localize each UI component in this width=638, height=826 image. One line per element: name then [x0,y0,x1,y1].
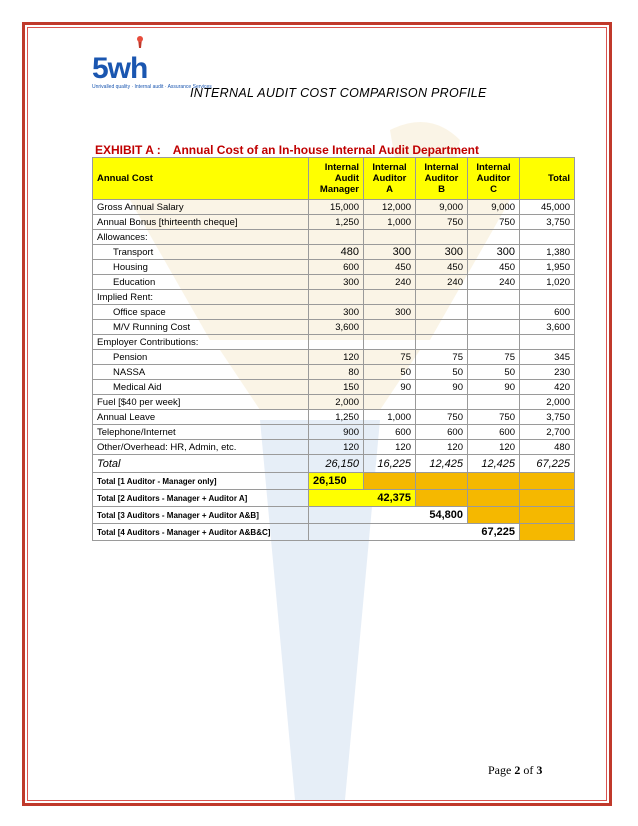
table-header-row [93,158,575,200]
current-page: 2 [514,763,521,777]
cell-manager: 900 [309,425,364,440]
cell-manager: 300 [309,305,364,320]
cell-auditor-c: 450 [468,260,520,275]
cell-total [520,290,575,305]
table-row [93,215,575,230]
cell-auditor-a: 300 [364,305,416,320]
summary-label: Total [3 Auditors - Manager + Auditor A&B] [93,507,309,524]
cell-total: 45,000 [520,200,575,215]
cell-manager: 480 [309,245,364,260]
cell-auditor-c [468,335,520,350]
cell-auditor-a: 75 [364,350,416,365]
table-row [93,245,575,260]
cell-auditor-c: 600 [468,425,520,440]
table-row [93,425,575,440]
cell-auditor-a: 300 [364,245,416,260]
total-grand: 67,225 [520,455,575,473]
summary-fill [520,524,575,541]
cell-manager: 80 [309,365,364,380]
cell-auditor-a: 240 [364,275,416,290]
cell-manager: 300 [309,275,364,290]
table-row [93,230,575,245]
header-annual-cost: Annual Cost [93,158,309,200]
summary-label: Total [2 Auditors - Manager + Auditor A] [93,490,309,507]
document-title: INTERNAL AUDIT COST COMPARISON PROFILE [190,86,487,100]
summary-fill [468,507,520,524]
table-row [93,440,575,455]
row-label: Office space [93,305,309,320]
cell-manager: 120 [309,440,364,455]
cell-auditor-b: 750 [416,410,468,425]
row-label: Gross Annual Salary [93,200,309,215]
total-auditor-c: 12,425 [468,455,520,473]
summary-label: Total [1 Auditor - Manager only] [93,473,309,490]
cell-manager: 1,250 [309,215,364,230]
total-manager: 26,150 [309,455,364,473]
cell-total: 3,750 [520,410,575,425]
logo-tagline: Unrivalled quality · Internal audit · Assurance Services [92,84,212,90]
cell-manager [309,230,364,245]
cell-auditor-b [416,395,468,410]
cell-total: 480 [520,440,575,455]
cell-auditor-b: 750 [416,215,468,230]
cell-manager: 3,600 [309,320,364,335]
cell-auditor-a: 450 [364,260,416,275]
cell-manager: 120 [309,350,364,365]
summary-fill [520,473,575,490]
row-label: Implied Rent: [93,290,309,305]
table-row [93,335,575,350]
header-total: Total [520,158,575,200]
summary-fill [520,490,575,507]
cell-auditor-b [416,290,468,305]
cell-auditor-b [416,320,468,335]
total-label: Total [93,455,309,473]
cell-auditor-c: 75 [468,350,520,365]
cell-auditor-a [364,290,416,305]
cell-manager: 600 [309,260,364,275]
logo-text: 5wh [92,52,148,85]
summary-value: 26,150 [309,473,364,490]
cell-auditor-c: 240 [468,275,520,290]
total-auditor-b: 12,425 [416,455,468,473]
table-row [93,320,575,335]
cell-auditor-a: 90 [364,380,416,395]
cell-manager [309,290,364,305]
total-auditor-a: 16,225 [364,455,416,473]
cell-total: 1,950 [520,260,575,275]
table-row [93,305,575,320]
cell-auditor-b [416,230,468,245]
cell-auditor-c [468,290,520,305]
cell-total: 3,750 [520,215,575,230]
cell-auditor-b [416,335,468,350]
cell-manager: 150 [309,380,364,395]
row-label: NASSA [93,365,309,380]
cell-manager: 2,000 [309,395,364,410]
summary-fill [416,490,468,507]
cell-auditor-c [468,305,520,320]
table-row [93,290,575,305]
table-row [93,275,575,290]
summary-fill [520,507,575,524]
cell-total: 1,380 [520,245,575,260]
row-label: Telephone/Internet [93,425,309,440]
row-label: M/V Running Cost [93,320,309,335]
cell-total: 230 [520,365,575,380]
cell-auditor-a: 1,000 [364,215,416,230]
page-number: Page 2 of 3 [488,763,543,777]
company-logo [92,42,212,90]
exhibit-heading [95,143,479,157]
row-label: Pension [93,350,309,365]
row-label: Annual Bonus [thirteenth cheque] [93,215,309,230]
table-row [93,410,575,425]
header-auditor-b: Internal Auditor B [416,158,468,200]
row-label: Housing [93,260,309,275]
cell-total: 420 [520,380,575,395]
cell-auditor-c: 750 [468,410,520,425]
cell-auditor-a: 120 [364,440,416,455]
table-row [93,395,575,410]
row-label: Other/Overhead: HR, Admin, etc. [93,440,309,455]
cell-auditor-a [364,335,416,350]
cell-auditor-b: 600 [416,425,468,440]
summary-row-3 [93,507,575,524]
cell-auditor-b: 120 [416,440,468,455]
table-row [93,200,575,215]
cell-auditor-c: 750 [468,215,520,230]
cell-total: 3,600 [520,320,575,335]
cell-total: 1,020 [520,275,575,290]
summary-fill [416,473,468,490]
cell-auditor-c: 9,000 [468,200,520,215]
cell-total [520,335,575,350]
cell-auditor-a [364,230,416,245]
row-label: Education [93,275,309,290]
cell-total: 2,000 [520,395,575,410]
cell-auditor-a: 12,000 [364,200,416,215]
header-auditor-c: Internal Auditor C [468,158,520,200]
summary-row-4 [93,524,575,541]
cell-auditor-c: 90 [468,380,520,395]
summary-row-2 [93,490,575,507]
cell-manager: 1,250 [309,410,364,425]
cell-auditor-b: 50 [416,365,468,380]
table-row [93,365,575,380]
cell-total: 2,700 [520,425,575,440]
cell-total: 345 [520,350,575,365]
total-pages: 3 [536,763,543,777]
exhibit-prefix: EXHIBIT A : [95,143,161,157]
cell-auditor-b: 240 [416,275,468,290]
cell-auditor-a [364,320,416,335]
table-row [93,380,575,395]
cell-total [520,230,575,245]
table-row [93,260,575,275]
row-label: Fuel [$40 per week] [93,395,309,410]
summary-label: Total [4 Auditors - Manager + Auditor A&B&C] [93,524,309,541]
row-label: Annual Leave [93,410,309,425]
row-label: Employer Contributions: [93,335,309,350]
summary-value: 54,800 [309,507,468,524]
row-label: Transport [93,245,309,260]
summary-fill [364,473,416,490]
cell-auditor-c [468,395,520,410]
audit-cost-table [92,157,575,541]
exhibit-title: Annual Cost of an In-house Internal Audit Department [172,143,480,157]
cell-auditor-b: 9,000 [416,200,468,215]
cell-auditor-b [416,305,468,320]
cell-manager [309,335,364,350]
cell-auditor-a: 50 [364,365,416,380]
cell-auditor-b: 75 [416,350,468,365]
cell-auditor-c: 50 [468,365,520,380]
cell-auditor-a: 600 [364,425,416,440]
torch-icon [132,36,212,50]
cell-auditor-b: 90 [416,380,468,395]
header-manager: Internal Audit Manager [309,158,364,200]
cell-auditor-a: 1,000 [364,410,416,425]
cell-auditor-a [364,395,416,410]
summary-value: 67,225 [309,524,520,541]
cell-auditor-c: 120 [468,440,520,455]
cell-auditor-b: 450 [416,260,468,275]
cell-auditor-c: 300 [468,245,520,260]
row-label: Allowances: [93,230,309,245]
total-row [93,455,575,473]
row-label: Medical Aid [93,380,309,395]
summary-fill [468,473,520,490]
cell-auditor-c [468,320,520,335]
cell-auditor-c [468,230,520,245]
cell-manager: 15,000 [309,200,364,215]
cell-auditor-b: 300 [416,245,468,260]
summary-value: 42,375 [309,490,416,507]
cell-total: 600 [520,305,575,320]
summary-fill [468,490,520,507]
summary-row-1 [93,473,575,490]
table-row [93,350,575,365]
header-auditor-a: Internal Auditor A [364,158,416,200]
